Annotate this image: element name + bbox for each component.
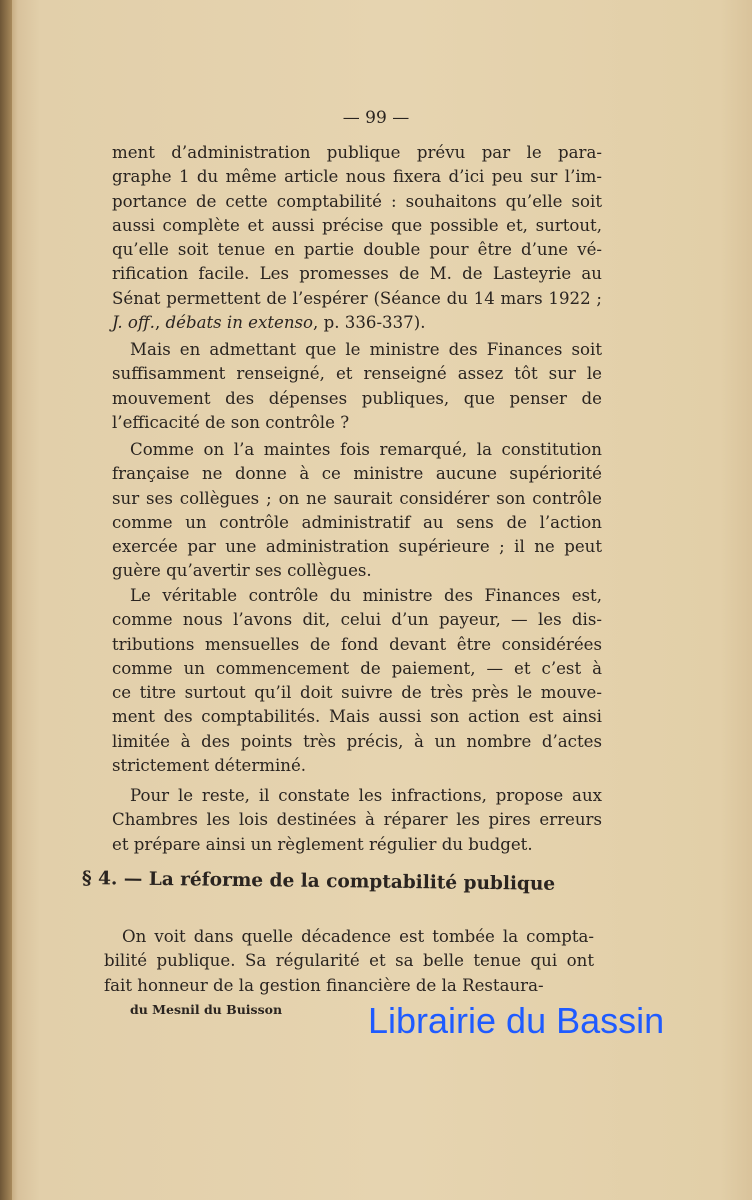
text-line: On voit dans quelle décadence est tombée la compta- bbox=[122, 927, 594, 946]
text-line: Comme on l’a maintes fois remarqué, la constitution bbox=[130, 440, 602, 459]
paragraph-3 bbox=[112, 438, 602, 584]
book-gutter bbox=[0, 0, 12, 1200]
text-line: portance de cette comptabilité : souhaitons qu’elle soit bbox=[112, 191, 602, 211]
text-line: ce titre surtout qu’il doit suivre de très près le mouve- bbox=[112, 683, 602, 703]
text-line: aussi complète et aussi précise que possible et, surtout, bbox=[112, 215, 602, 235]
text-line: comme un commencement de paiement, — et c’est à bbox=[112, 658, 602, 678]
text-line: Sénat permettent de l’espérer (Séance du 14 mars 1922 ; bbox=[112, 288, 602, 308]
page-number: — 99 — bbox=[342, 108, 410, 128]
text-line: mouvement des dépenses publiques, que penser de bbox=[112, 388, 602, 408]
section-paragraph bbox=[104, 925, 594, 998]
text-line: exercée par une administration supérieure ; il ne peut bbox=[112, 537, 602, 557]
text-line: fait honneur de la gestion financière de la Restaura- bbox=[104, 975, 544, 995]
text-line: rification facile. Les promesses de M. de Lasteyrie au bbox=[112, 264, 602, 284]
text-line: ment d’administration publique prévu par le para- bbox=[112, 143, 602, 162]
paragraph-4 bbox=[112, 584, 602, 778]
text-line: et prépare ainsi un règlement régulier du budget. bbox=[112, 834, 533, 854]
text-line: strictement déterminé. bbox=[112, 756, 307, 776]
text-line: comme nous l’avons dit, celui d’un payeur, — les dis- bbox=[112, 610, 602, 630]
text-line: Mais en admettant que le ministre des Finances soit bbox=[130, 340, 602, 359]
watermark: Librairie du Bassin bbox=[368, 1000, 665, 1041]
text-line: qu’elle soit tenue en partie double pour être d’une vé- bbox=[112, 240, 602, 260]
text-line: Le véritable contrôle du ministre des Finances est, bbox=[130, 586, 602, 605]
publisher-signature: du Mesnil du Buisson bbox=[130, 1002, 283, 1017]
text-line: suffisamment renseigné, et renseigné assez tôt sur le bbox=[112, 364, 602, 384]
text-line: l’efficacité de son contrôle ? bbox=[112, 412, 350, 432]
text-line: française ne donne à ce ministre aucune supériorité bbox=[112, 464, 602, 484]
text-line: tributions mensuelles de fond devant être considérées bbox=[112, 634, 602, 654]
text-line: Chambres les lois destinées à réparer les pires erreurs bbox=[112, 810, 602, 830]
text-line: bilité publique. Sa régularité et sa belle tenue qui ont bbox=[104, 951, 594, 971]
text-line: ment des comptabilités. Mais aussi son action est ainsi bbox=[112, 707, 602, 727]
text-line: guère qu’avertir ses collègues. bbox=[112, 561, 372, 581]
text-line: comme un contrôle administratif au sens de l’action bbox=[112, 512, 602, 532]
text-line: graphe 1 du même article nous fixera d’ici peu sur l’im- bbox=[112, 167, 602, 187]
text-line: Pour le reste, il constate les infractions, propose aux bbox=[130, 786, 602, 805]
paragraph-1 bbox=[112, 141, 602, 335]
paragraph-5 bbox=[112, 784, 602, 857]
paragraph-2 bbox=[112, 338, 602, 435]
text-line: sur ses collègues ; on ne saurait considérer son contrôle bbox=[112, 488, 602, 508]
section-heading: § 4. — La réforme de la comptabilité publique bbox=[81, 868, 556, 895]
text-line: limitée à des points très précis, à un nombre d’actes bbox=[112, 731, 602, 751]
text-line: J. off., débats in extenso, p. 336-337). bbox=[112, 313, 426, 333]
